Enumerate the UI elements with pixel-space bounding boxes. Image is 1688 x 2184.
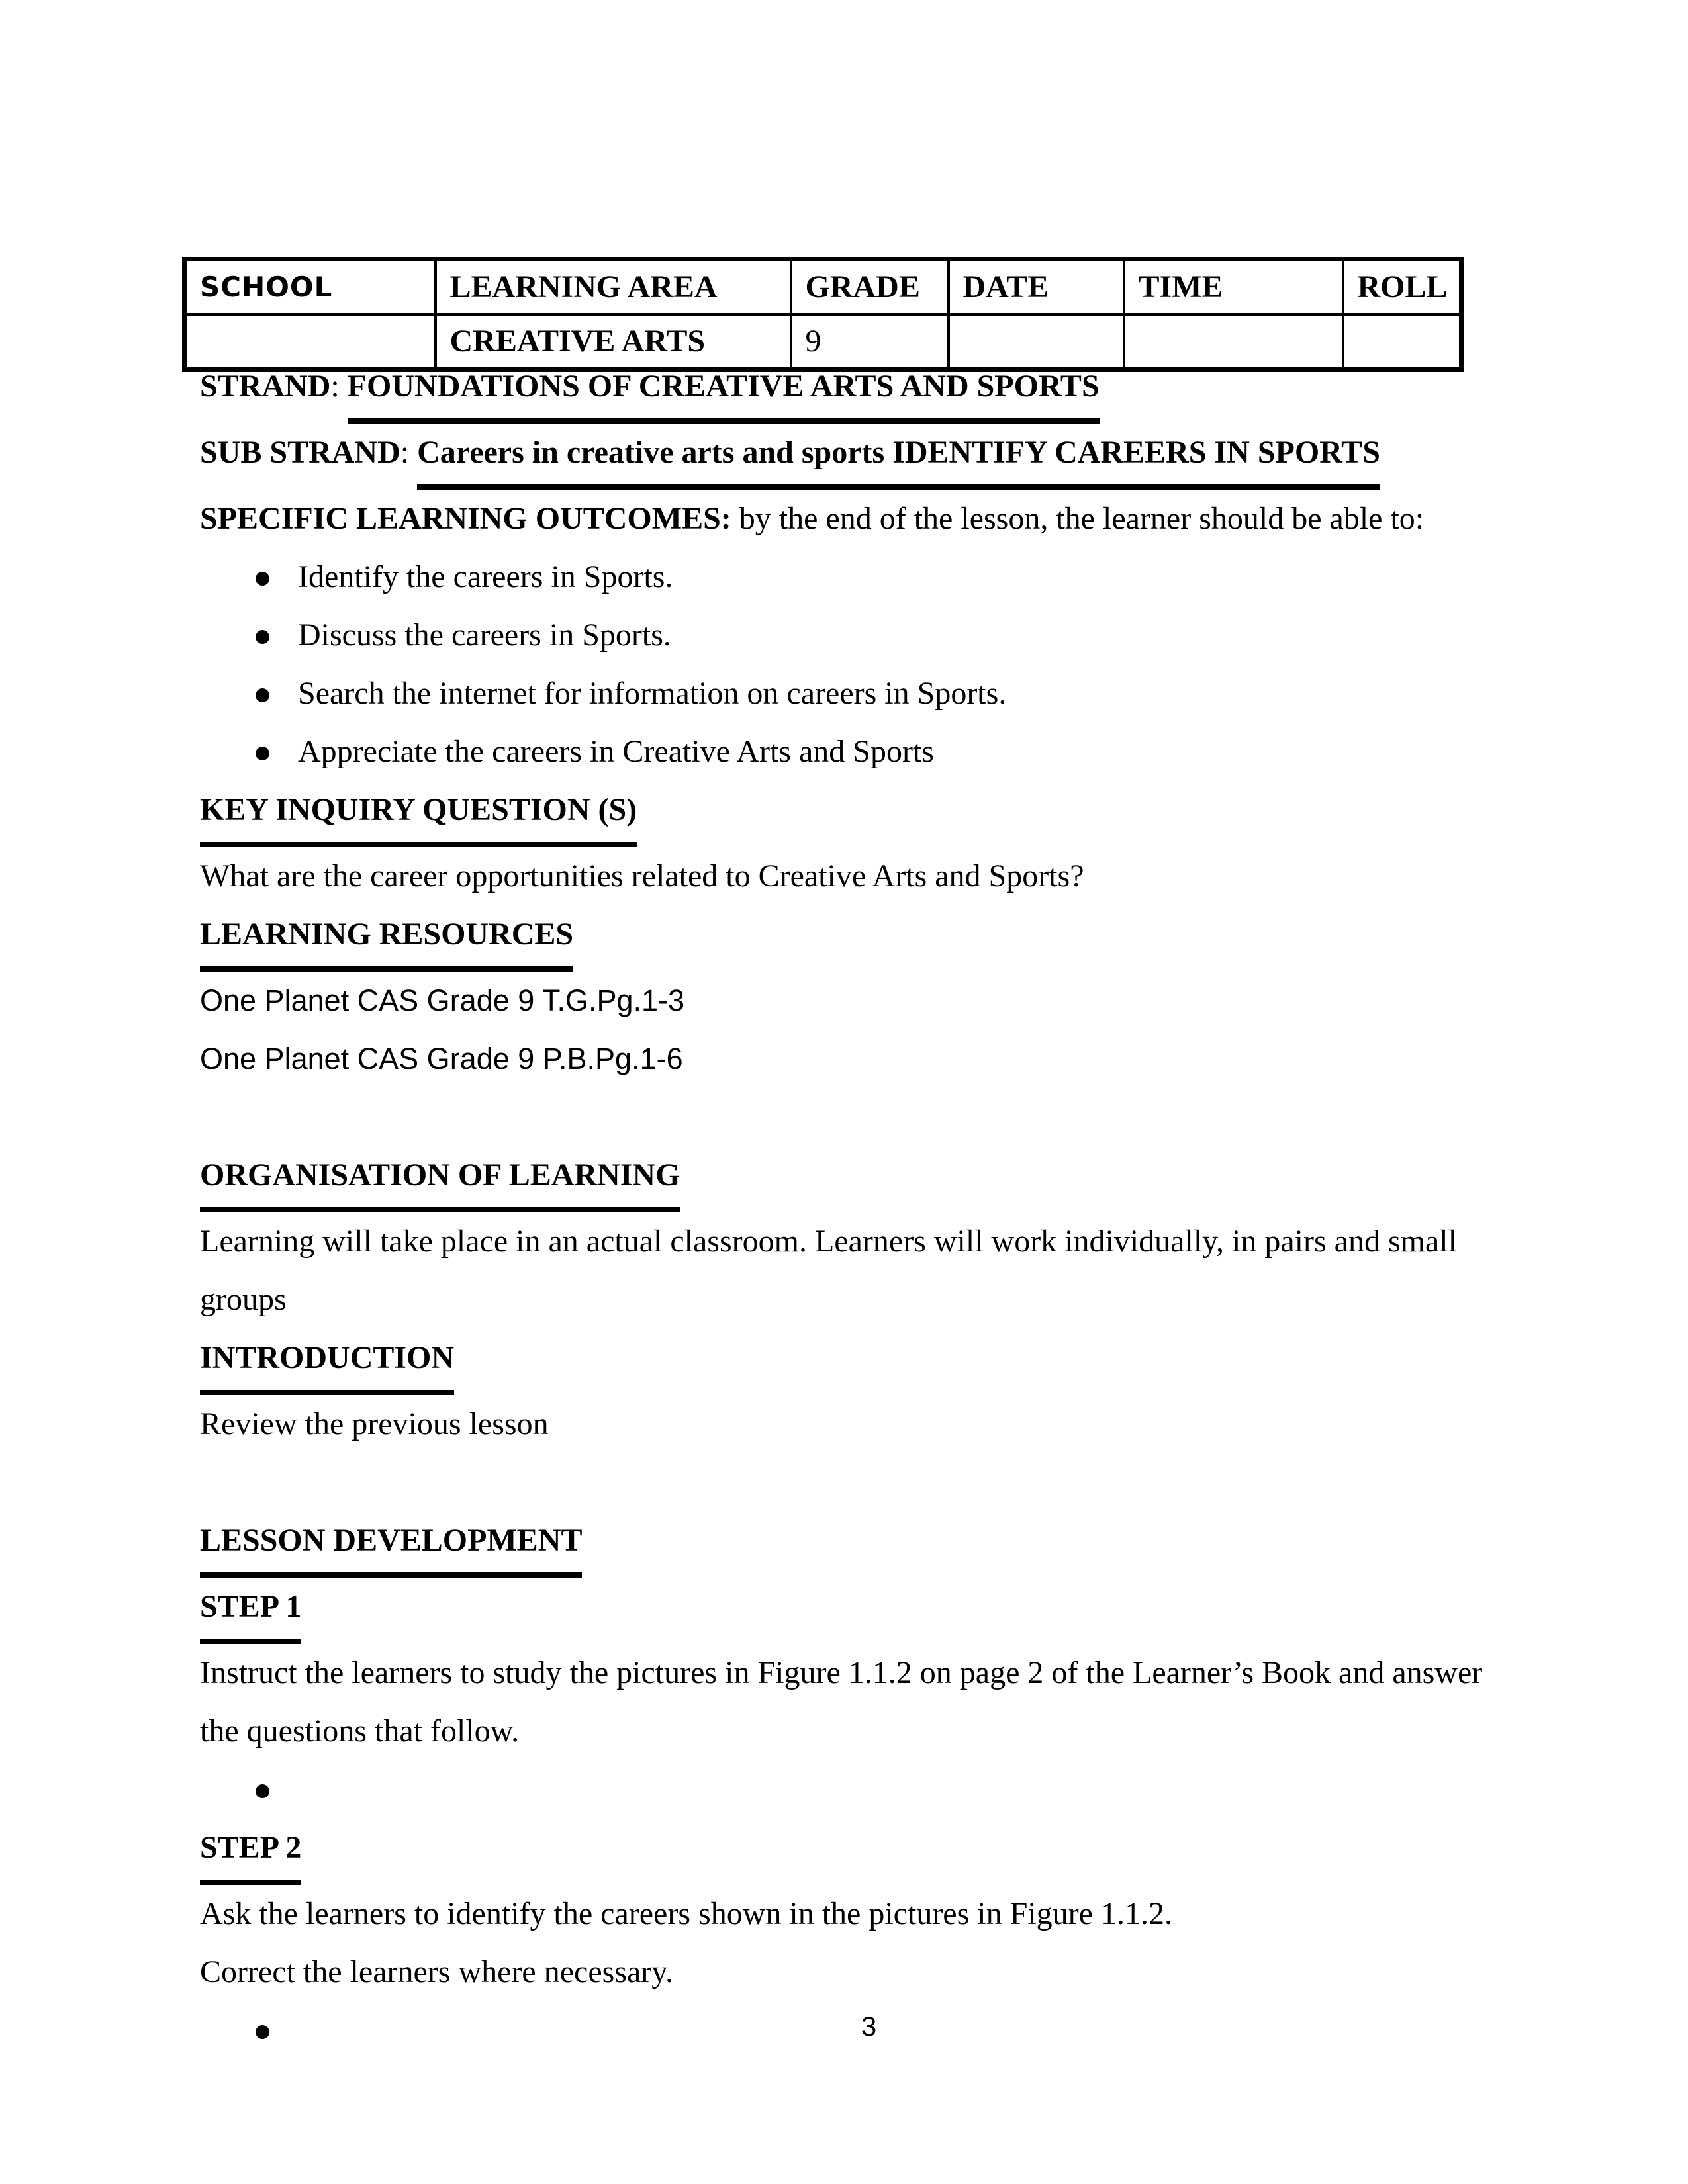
sub-strand-line [200,424,1466,490]
header-cell-roll: ROLL [1343,259,1462,315]
introduction-heading: INTRODUCTION [200,1329,454,1395]
strand-value: FOUNDATIONS OF CREATIVE ARTS AND SPORTS [348,357,1100,424]
page-content [200,257,1483,2060]
empty-bullet-item [200,1760,1466,1819]
resource-item: One Planet CAS Grade 9 T.G.Pg.1-3 [200,983,685,1017]
outcome-text: Identify the careers in Sports. [298,559,673,594]
step2-heading-line [200,1819,1466,1885]
sub-strand-value: Careers in creative arts and sports IDENTIFY CAREERS IN SPORTS [417,424,1380,490]
learning-resources-heading: LEARNING RESOURCES [200,905,573,972]
step1-heading-line [200,1578,1466,1644]
table-header-row [185,259,1462,315]
strand-colon: : [330,369,340,404]
organisation-body-line: Learning will take place in an actual classroom. Learners will work individually, in pairs and small [200,1224,1457,1259]
outcomes-colon: : [720,501,731,536]
lesson-development-heading: LESSON DEVELOPMENT [200,1512,582,1578]
organisation-heading: ORGANISATION OF LEARNING [200,1146,680,1212]
step2-heading: STEP 2 [200,1819,301,1885]
introduction-body: Review the previous lesson [200,1406,549,1441]
header-cell-school: SCHOOL [185,259,436,315]
step1-heading: STEP 1 [200,1578,301,1644]
organisation-heading-line [200,1146,1466,1212]
outcomes-line [200,490,1466,548]
strand-label: STRAND [200,369,331,404]
key-inquiry-heading: KEY INQUIRY QUESTION (S) [200,781,637,847]
cell-learning-area-value: CREATIVE ARTS [436,314,791,370]
step1-body-line: Instruct the learners to study the pictures in Figure 1.1.2 on page 2 of the Learner’s Book and answer [200,1655,1483,1690]
page-number: 3 [861,2011,877,2042]
resource-item: One Planet CAS Grade 9 P.B.Pg.1-6 [200,1042,683,1075]
cell-grade-value: 9 [791,314,949,370]
outcome-list-item [200,723,1466,781]
header-cell-date: DATE [949,259,1124,315]
lesson-info-table [182,257,1464,372]
spacer-line [200,1088,1466,1146]
key-inquiry-heading-line [200,781,1466,847]
organisation-body-line: groups [200,1282,287,1317]
key-inquiry-question: What are the career opportunities related to Creative Arts and Sports? [200,858,1084,893]
sub-strand-label: SUB STRAND [200,435,400,470]
outcome-text: Search the internet for information on careers in Sports. [298,676,1007,711]
spacer-line [200,1453,1466,1512]
lesson-development-heading-line [200,1512,1466,1578]
header-cell-learning-area: LEARNING AREA [436,259,791,315]
outcome-list-item [200,606,1466,664]
strand-line [200,357,1466,424]
learning-resources-heading-line [200,905,1466,972]
step1-body-line: the questions that follow. [200,1713,520,1749]
header-cell-grade: GRADE [791,259,949,315]
outcome-text: Discuss the careers in Sports. [298,617,671,653]
step2-body-line: Correct the learners where necessary. [200,1954,674,1989]
outcome-list-item [200,548,1466,606]
sub-strand-colon: : [400,435,410,470]
outcome-list-item [200,664,1466,723]
header-cell-time: TIME [1124,259,1343,315]
outcomes-intro: by the end of the lesson, the learner should be able to: [739,501,1425,536]
outcomes-label: SPECIFIC LEARNING OUTCOMES [200,501,721,536]
outcome-text: Appreciate the careers in Creative Arts and Sports [298,734,934,769]
introduction-heading-line [200,1329,1466,1395]
step2-body-line: Ask the learners to identify the careers shown in the pictures in Figure 1.1.2. [200,1896,1172,1931]
